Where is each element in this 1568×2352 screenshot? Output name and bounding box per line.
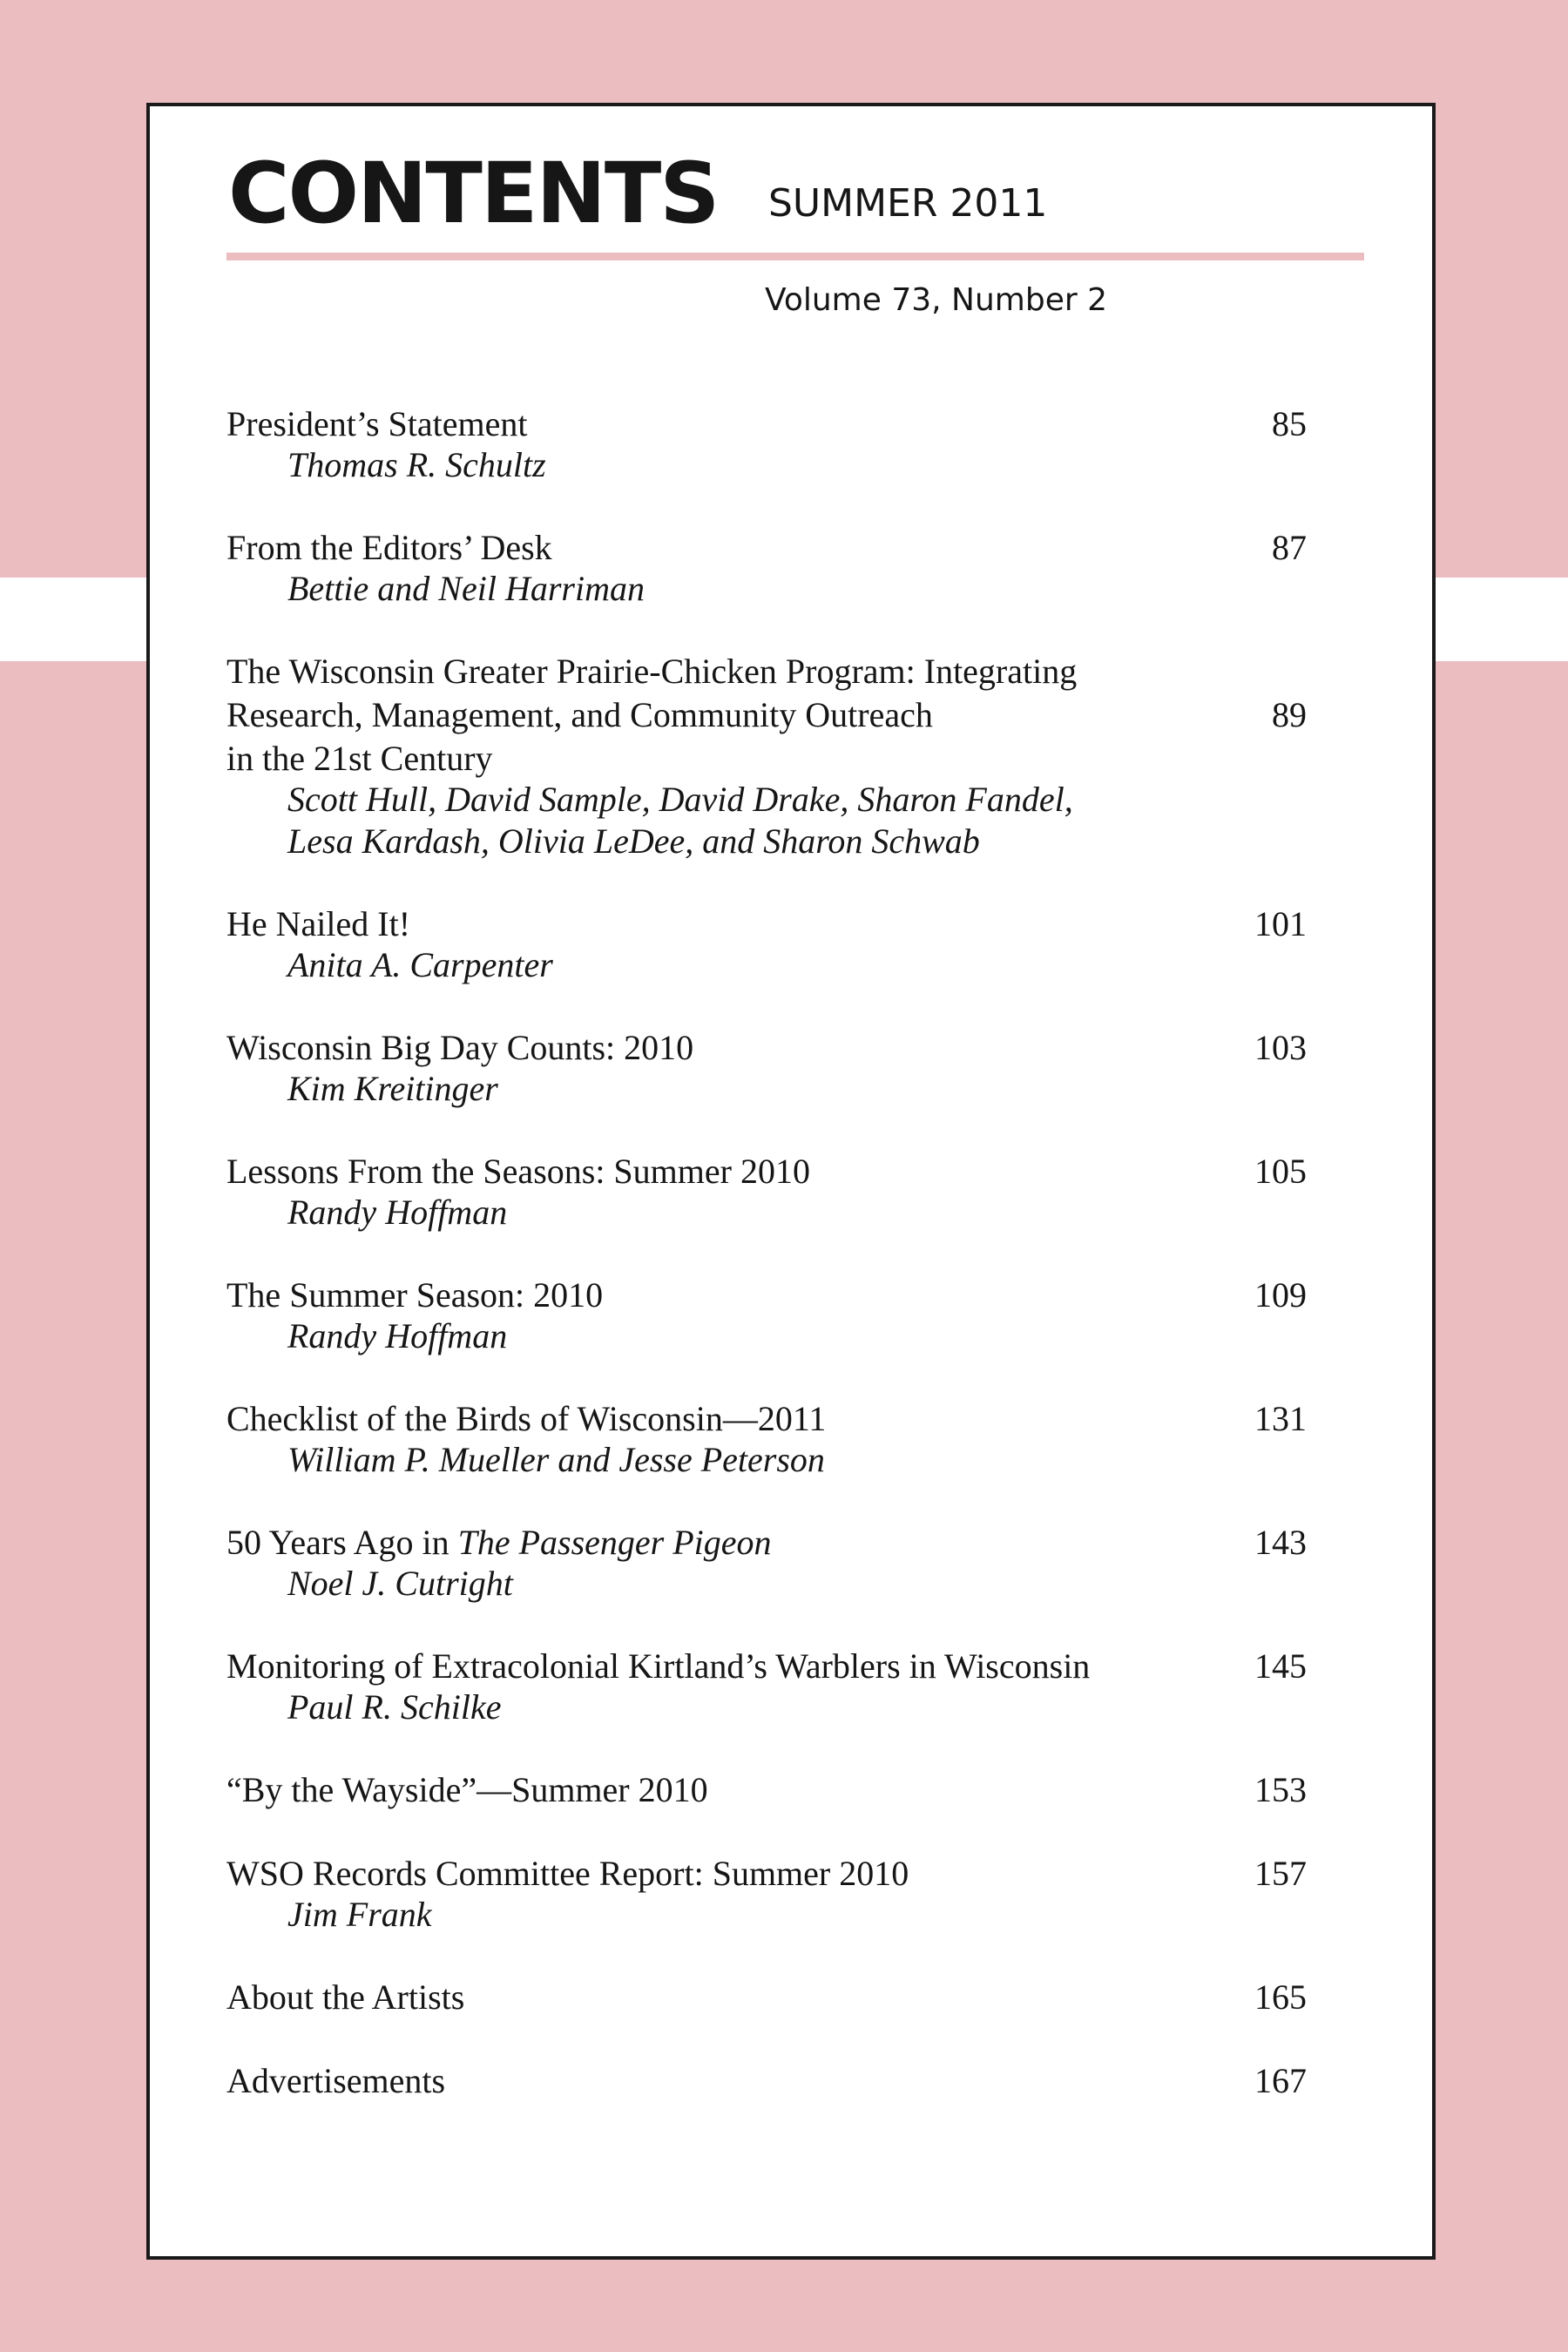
entry-page-number: 89 [1272, 695, 1307, 734]
issue-label: SUMMER 2011 [768, 181, 1048, 226]
contents-entry[interactable] [226, 1852, 1307, 1936]
entry-title: He Nailed It! [226, 904, 411, 943]
contents-entry[interactable] [226, 1521, 1307, 1605]
entry-title-prefix: 50 Years Ago in [226, 1523, 458, 1562]
entry-page-number: 143 [1254, 1523, 1307, 1562]
contents-entry[interactable] [226, 1150, 1307, 1233]
entry-author: Randy Hoffman [287, 1193, 508, 1232]
volume-label: Volume 73, Number 2 [765, 282, 1107, 318]
entry-page-number: 103 [1254, 1028, 1307, 1067]
entry-title: President’s Statement [226, 404, 528, 443]
entry-page-number: 145 [1254, 1646, 1307, 1686]
contents-entry[interactable] [226, 902, 1307, 986]
entry-page-number: 87 [1272, 528, 1307, 567]
contents-entry[interactable] [226, 402, 1307, 486]
contents-entry[interactable] [226, 1768, 1307, 1812]
contents-entry[interactable] [226, 1976, 1307, 2019]
entry-page-number: 165 [1254, 1977, 1307, 2017]
entry-page-number: 157 [1254, 1854, 1307, 1893]
contents-entry[interactable] [226, 1274, 1307, 1357]
contents-page [146, 103, 1436, 2260]
entry-page-number: 85 [1272, 404, 1307, 443]
entry-title: From the Editors’ Desk [226, 528, 552, 567]
entry-author: Scott Hull, David Sample, David Drake, Sharon Fandel, Lesa Kardash, Olivia LeDee, and Sharon Schwab [287, 780, 1073, 861]
entry-author: Thomas R. Schultz [287, 445, 546, 484]
entry-title: “By the Wayside”—Summer 2010 [226, 1770, 708, 1809]
header-divider [226, 253, 1364, 260]
entry-author: Randy Hoffman [287, 1316, 508, 1355]
contents-entry[interactable] [226, 2059, 1307, 2103]
entry-page-number: 101 [1254, 904, 1307, 943]
contents-entry[interactable] [226, 1397, 1307, 1481]
entry-title: Checklist of the Birds of Wisconsin—2011 [226, 1399, 827, 1438]
entry-author: Jim Frank [287, 1895, 432, 1934]
entry-author: Anita A. Carpenter [287, 945, 553, 984]
entry-title [226, 1521, 1307, 1565]
contents-entry[interactable] [226, 526, 1307, 610]
entry-title-journal: The Passenger Pigeon [457, 1523, 772, 1562]
entry-author: Kim Kreitinger [287, 1069, 498, 1108]
entry-page-number: 109 [1254, 1275, 1307, 1315]
entry-page-number: 167 [1254, 2061, 1307, 2100]
entry-author: Noel J. Cutright [287, 1564, 513, 1603]
contents-entry[interactable] [226, 1026, 1307, 1110]
contents-list [226, 402, 1307, 2103]
entry-title: Lessons From the Seasons: Summer 2010 [226, 1152, 810, 1191]
entry-title: WSO Records Committee Report: Summer 2010 [226, 1854, 909, 1893]
entry-title: The Wisconsin Greater Prairie-Chicken Program: Integrating Research, Management, and Community Outreach in the 21st Century [226, 652, 1078, 778]
contents-entry[interactable] [226, 1645, 1307, 1728]
page-header [228, 145, 1361, 242]
entry-page-number: 105 [1254, 1152, 1307, 1191]
entry-page-number: 131 [1254, 1399, 1307, 1438]
entry-title: About the Artists [226, 1977, 465, 2017]
entry-page-number: 153 [1254, 1770, 1307, 1809]
entry-title: Advertisements [226, 2061, 446, 2100]
page-title: CONTENTS [228, 145, 719, 242]
entry-author: Paul R. Schilke [287, 1687, 502, 1727]
entry-author: Bettie and Neil Harriman [287, 569, 645, 608]
entry-title: Monitoring of Extracolonial Kirtland’s Warblers in Wisconsin [226, 1646, 1091, 1686]
entry-title: Wisconsin Big Day Counts: 2010 [226, 1028, 694, 1067]
contents-entry[interactable] [226, 650, 1307, 862]
entry-title: The Summer Season: 2010 [226, 1275, 604, 1315]
entry-author: William P. Mueller and Jesse Peterson [287, 1440, 825, 1479]
